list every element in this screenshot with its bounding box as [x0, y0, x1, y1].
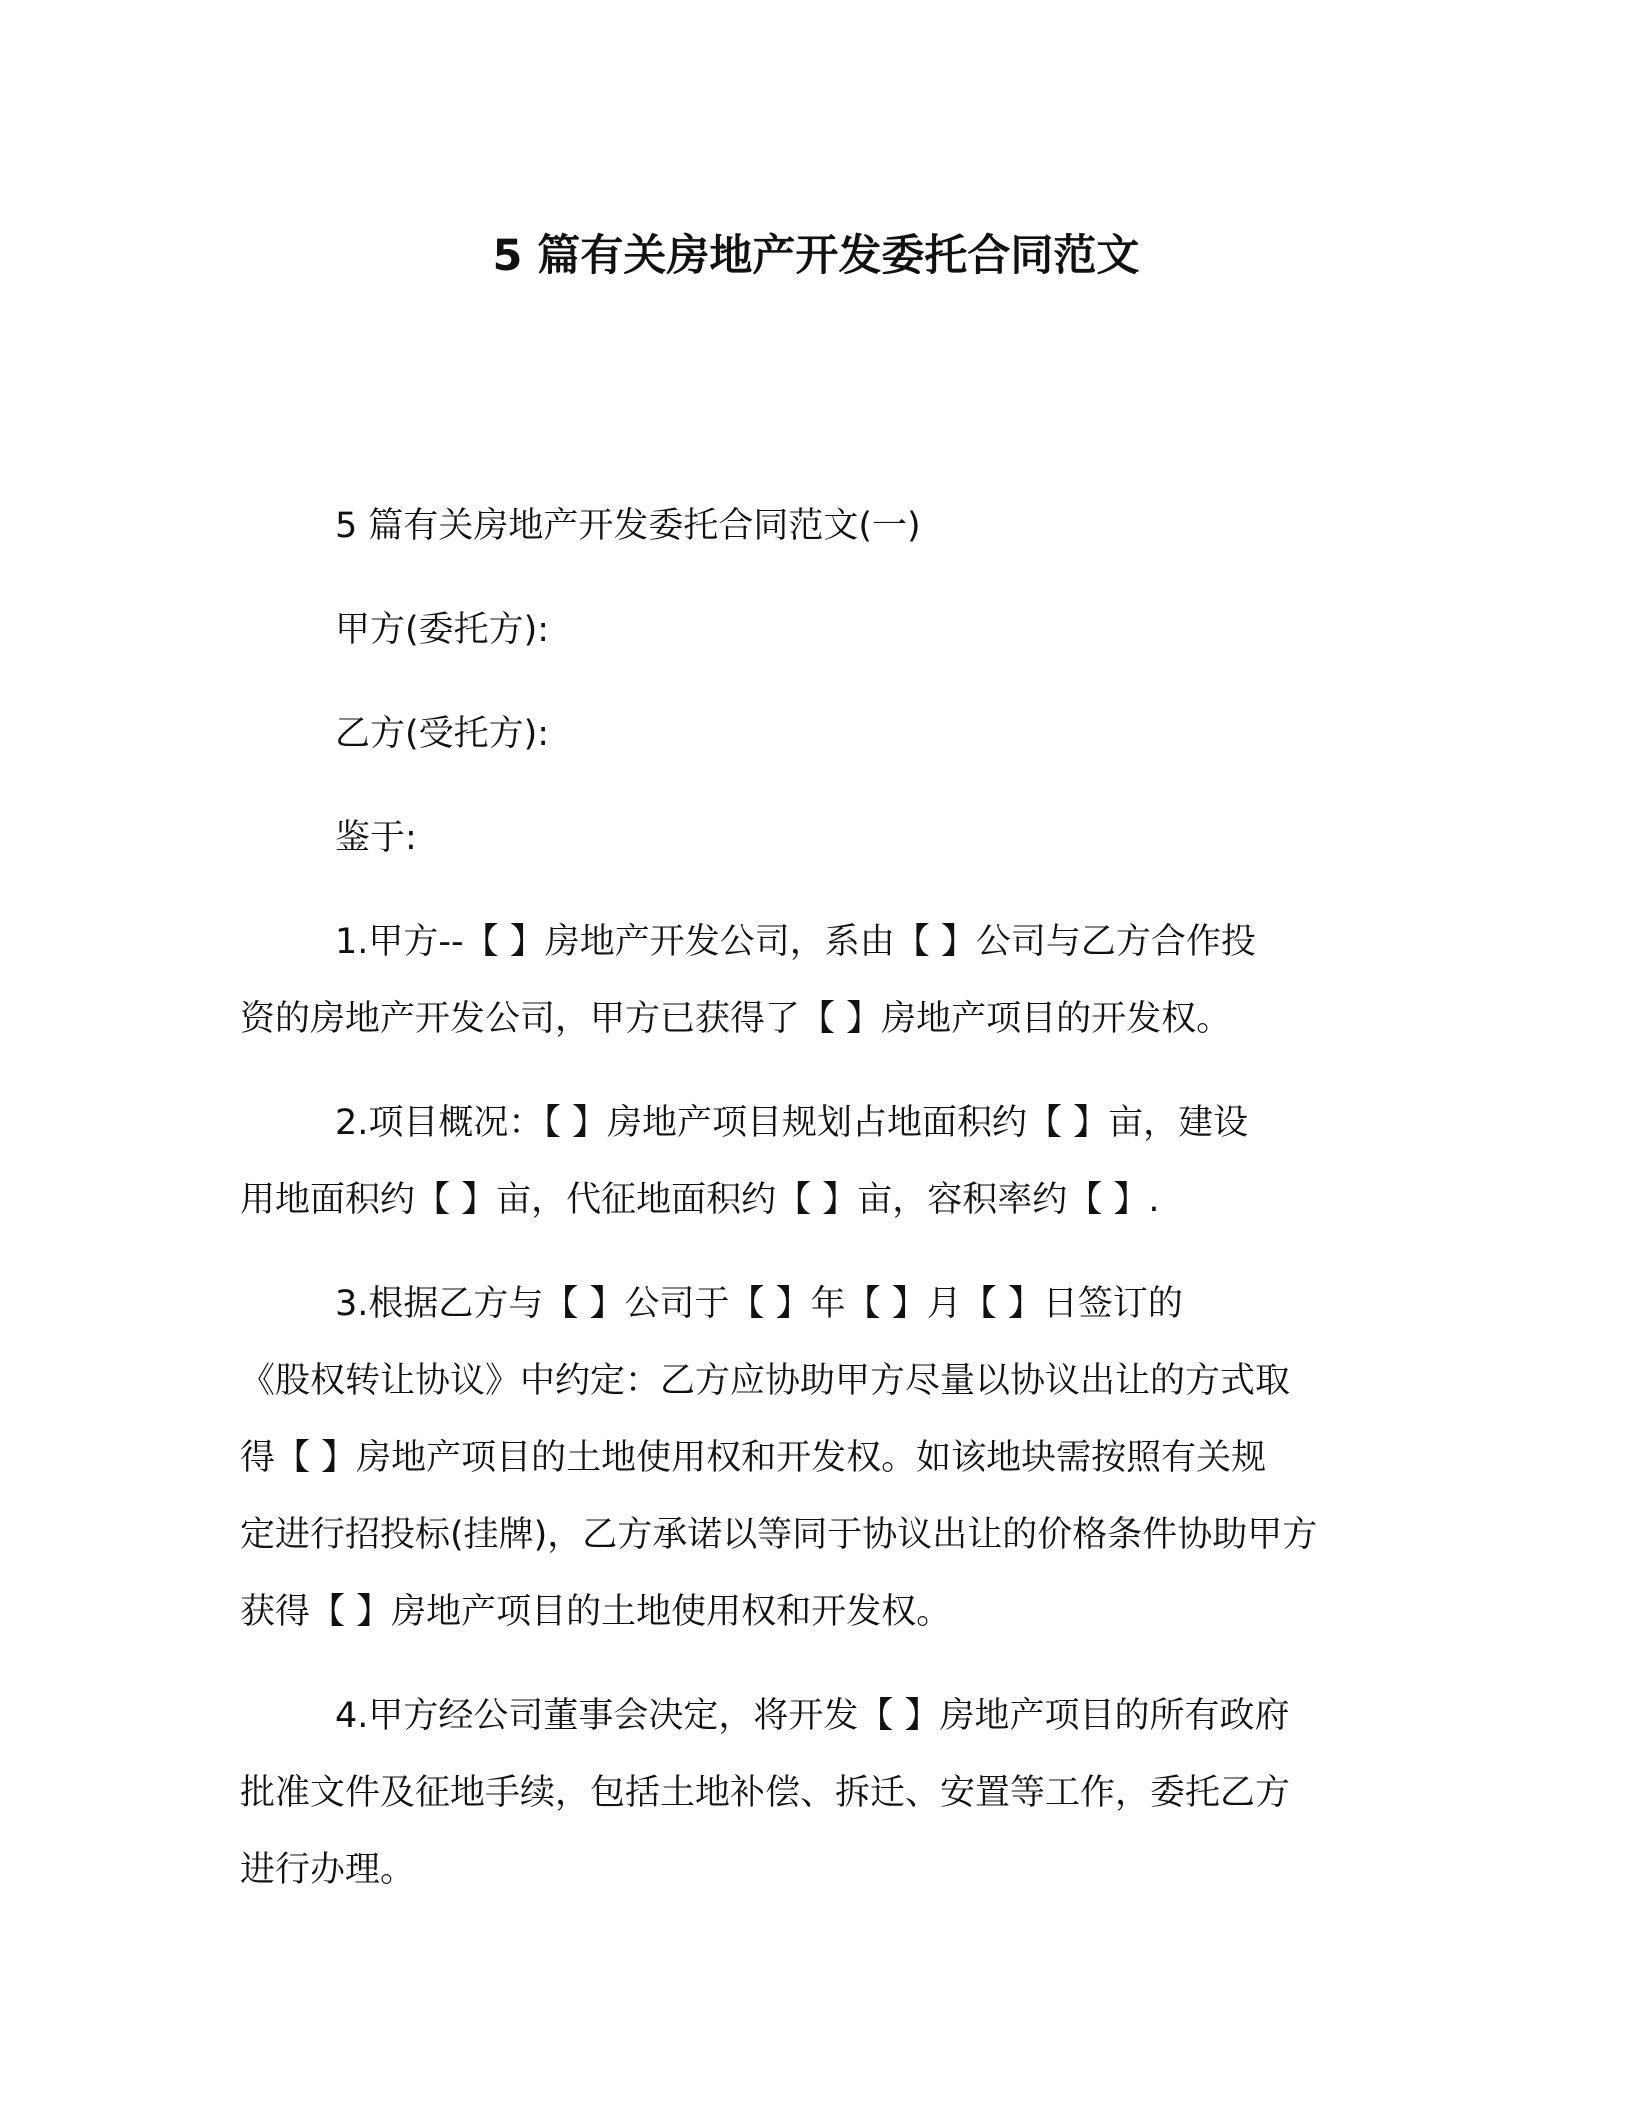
paragraph-line: 资的房地产开发公司，甲方已获得了【 】房地产项目的开发权。: [240, 999, 1232, 1039]
paragraph-line: 得【 】房地产项目的土地使用权和开发权。如该地块需按照有关规: [240, 1438, 1267, 1478]
party-b-line: 乙方(受托方):: [335, 714, 550, 754]
paragraph-line: 用地面积约【 】亩，代征地面积约【 】亩，容积率约【 】.: [240, 1180, 1160, 1220]
paragraph-line: 2.项目概况：【 】房地产项目规划占地面积约【 】亩，建设: [335, 1103, 1249, 1143]
paragraph-1: [240, 904, 1382, 1058]
paragraph-line: 1.甲方--【 】房地产开发公司，系由【 】公司与乙方合作投: [335, 922, 1256, 962]
whereas-line: 鉴于:: [335, 818, 417, 858]
paragraph-line: 定进行招投标(挂牌)，乙方承诺以等同于协议出让的价格条件协助甲方: [240, 1515, 1318, 1555]
document-body: [240, 488, 1382, 1936]
paragraph-line: 批准文件及征地手续，包括土地补偿、拆迁、安置等工作，委托乙方: [240, 1773, 1291, 1813]
paragraph-line: 进行办理。: [240, 1850, 416, 1890]
paragraph-line: 《股权转让协议》中约定：乙方应协助甲方尽量以协议出让的方式取: [240, 1361, 1291, 1401]
document-title: 5 篇有关房地产开发委托合同范文: [492, 231, 1140, 281]
party-a-line: 甲方(委托方):: [335, 610, 550, 650]
paragraph-4: [240, 1678, 1382, 1909]
paragraph-line: 4.甲方经公司董事会决定，将开发【 】房地产项目的所有政府: [335, 1696, 1290, 1736]
paragraph-3: [240, 1266, 1382, 1651]
paragraph-line: 获得【 】房地产项目的土地使用权和开发权。: [240, 1592, 952, 1632]
paragraph-2: [240, 1085, 1382, 1239]
paragraph-line: 3.根据乙方与【 】公司于【 】年【 】月【 】日签订的: [335, 1284, 1183, 1324]
contract-subtitle: 5 篇有关房地产开发委托合同范文(一): [335, 506, 921, 546]
